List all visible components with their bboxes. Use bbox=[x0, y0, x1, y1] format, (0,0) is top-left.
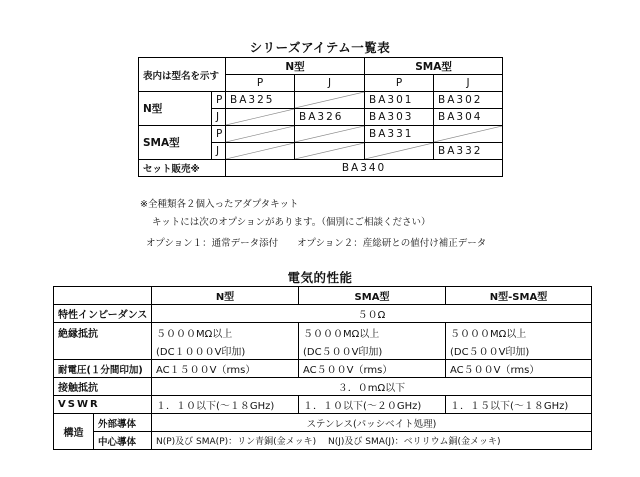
impedance-label: 特性インピーダンス bbox=[54, 305, 152, 323]
series-title: シリーズアイテム一覧表 bbox=[249, 40, 391, 55]
empty-diagonal-cell bbox=[295, 143, 365, 160]
row-set-label: セット販売※ bbox=[139, 160, 226, 177]
row-n-j: J bbox=[212, 109, 226, 126]
note-kit: ※全種類各２個入ったアダプタキット bbox=[140, 199, 299, 210]
header-blank bbox=[54, 287, 152, 305]
vswr-n: １．１０以下(～１８GHz) bbox=[152, 396, 299, 414]
col-sma: SMA型 bbox=[299, 287, 446, 305]
col-n: N型 bbox=[152, 287, 299, 305]
empty-diagonal-cell bbox=[226, 143, 295, 160]
contact-value: ３．０mΩ以下 bbox=[152, 378, 592, 396]
cell-ba301: BA301 bbox=[365, 92, 434, 109]
empty-diagonal-cell bbox=[226, 126, 295, 143]
insulation-n-bottom: (DC１０００V印加) bbox=[152, 341, 299, 360]
insulation-sma-bottom: (DC５００V印加) bbox=[299, 341, 446, 360]
withstand-n: AC１５００V（rms） bbox=[152, 360, 299, 378]
empty-diagonal-cell bbox=[365, 143, 434, 160]
cell-ba331: BA331 bbox=[365, 126, 434, 143]
cell-ba326: BA326 bbox=[295, 109, 365, 126]
header-n-p: P bbox=[226, 75, 295, 92]
electrical-performance-table bbox=[53, 286, 592, 450]
note-options: キットには次のオプションがあります。（個別にご相談ください） bbox=[152, 217, 431, 228]
header-n: N型 bbox=[226, 58, 365, 75]
contact-label: 接触抵抗 bbox=[54, 378, 152, 396]
header-sma-p: P bbox=[365, 75, 434, 92]
row-sma-j: J bbox=[212, 143, 226, 160]
vswr-sma: １．１０以下(～２０GHz) bbox=[299, 396, 446, 414]
center-conductor-label: 中心導体 bbox=[94, 432, 152, 450]
cell-ba340: BA340 bbox=[226, 160, 503, 177]
withstand-sma: AC５００V（rms） bbox=[299, 360, 446, 378]
insulation-nsma-bottom: (DC５００V印加) bbox=[446, 341, 592, 360]
cell-ba302: BA302 bbox=[434, 92, 503, 109]
insulation-n-top: ５０００MΩ以上 bbox=[152, 323, 299, 342]
outer-conductor-label: 外部導体 bbox=[94, 414, 152, 432]
insulation-sma-top: ５０００MΩ以上 bbox=[299, 323, 446, 342]
row-n-label: N型 bbox=[139, 92, 212, 126]
outer-conductor-value: ステンレス(パッシベイト処理) bbox=[152, 414, 592, 432]
empty-diagonal-cell bbox=[434, 126, 503, 143]
corner-label: 表内は型名を示す bbox=[139, 58, 226, 92]
cell-ba304: BA304 bbox=[434, 109, 503, 126]
cell-ba325: BA325 bbox=[226, 92, 295, 109]
electrical-title: 電気的性能 bbox=[287, 270, 353, 285]
empty-diagonal-cell bbox=[295, 92, 365, 109]
header-n-j: J bbox=[295, 75, 365, 92]
cell-ba332: BA332 bbox=[434, 143, 503, 160]
structure-label: 構造 bbox=[54, 414, 94, 450]
note-option-details: オプション１：通常データ添付 オプション２：産総研との値付け補正データ bbox=[146, 238, 487, 249]
header-sma: SMA型 bbox=[365, 58, 503, 75]
row-sma-p: P bbox=[212, 126, 226, 143]
withstand-nsma: AC５００V（rms） bbox=[446, 360, 592, 378]
col-n-sma: N型-SMA型 bbox=[446, 287, 592, 305]
empty-diagonal-cell bbox=[295, 126, 365, 143]
insulation-nsma-top: ５０００MΩ以上 bbox=[446, 323, 592, 342]
center-conductor-value: N(P)及び SMA(P)：リン青銅(金メッキ) N(J)及び SMA(J)：ベリリウム銅(金メッキ) bbox=[152, 432, 592, 450]
series-item-table bbox=[138, 57, 503, 177]
insulation-label: 絶縁抵抗 bbox=[54, 323, 152, 360]
vswr-label: VSWR bbox=[54, 396, 152, 414]
vswr-nsma: １．１５以下(～１８GHz) bbox=[446, 396, 592, 414]
withstand-label: 耐電圧(１分間印加) bbox=[54, 360, 152, 378]
header-sma-j: J bbox=[434, 75, 503, 92]
row-sma-label: SMA型 bbox=[139, 126, 212, 160]
impedance-value: ５０Ω bbox=[152, 305, 592, 323]
row-n-p: P bbox=[212, 92, 226, 109]
cell-ba303: BA303 bbox=[365, 109, 434, 126]
empty-diagonal-cell bbox=[226, 109, 295, 126]
